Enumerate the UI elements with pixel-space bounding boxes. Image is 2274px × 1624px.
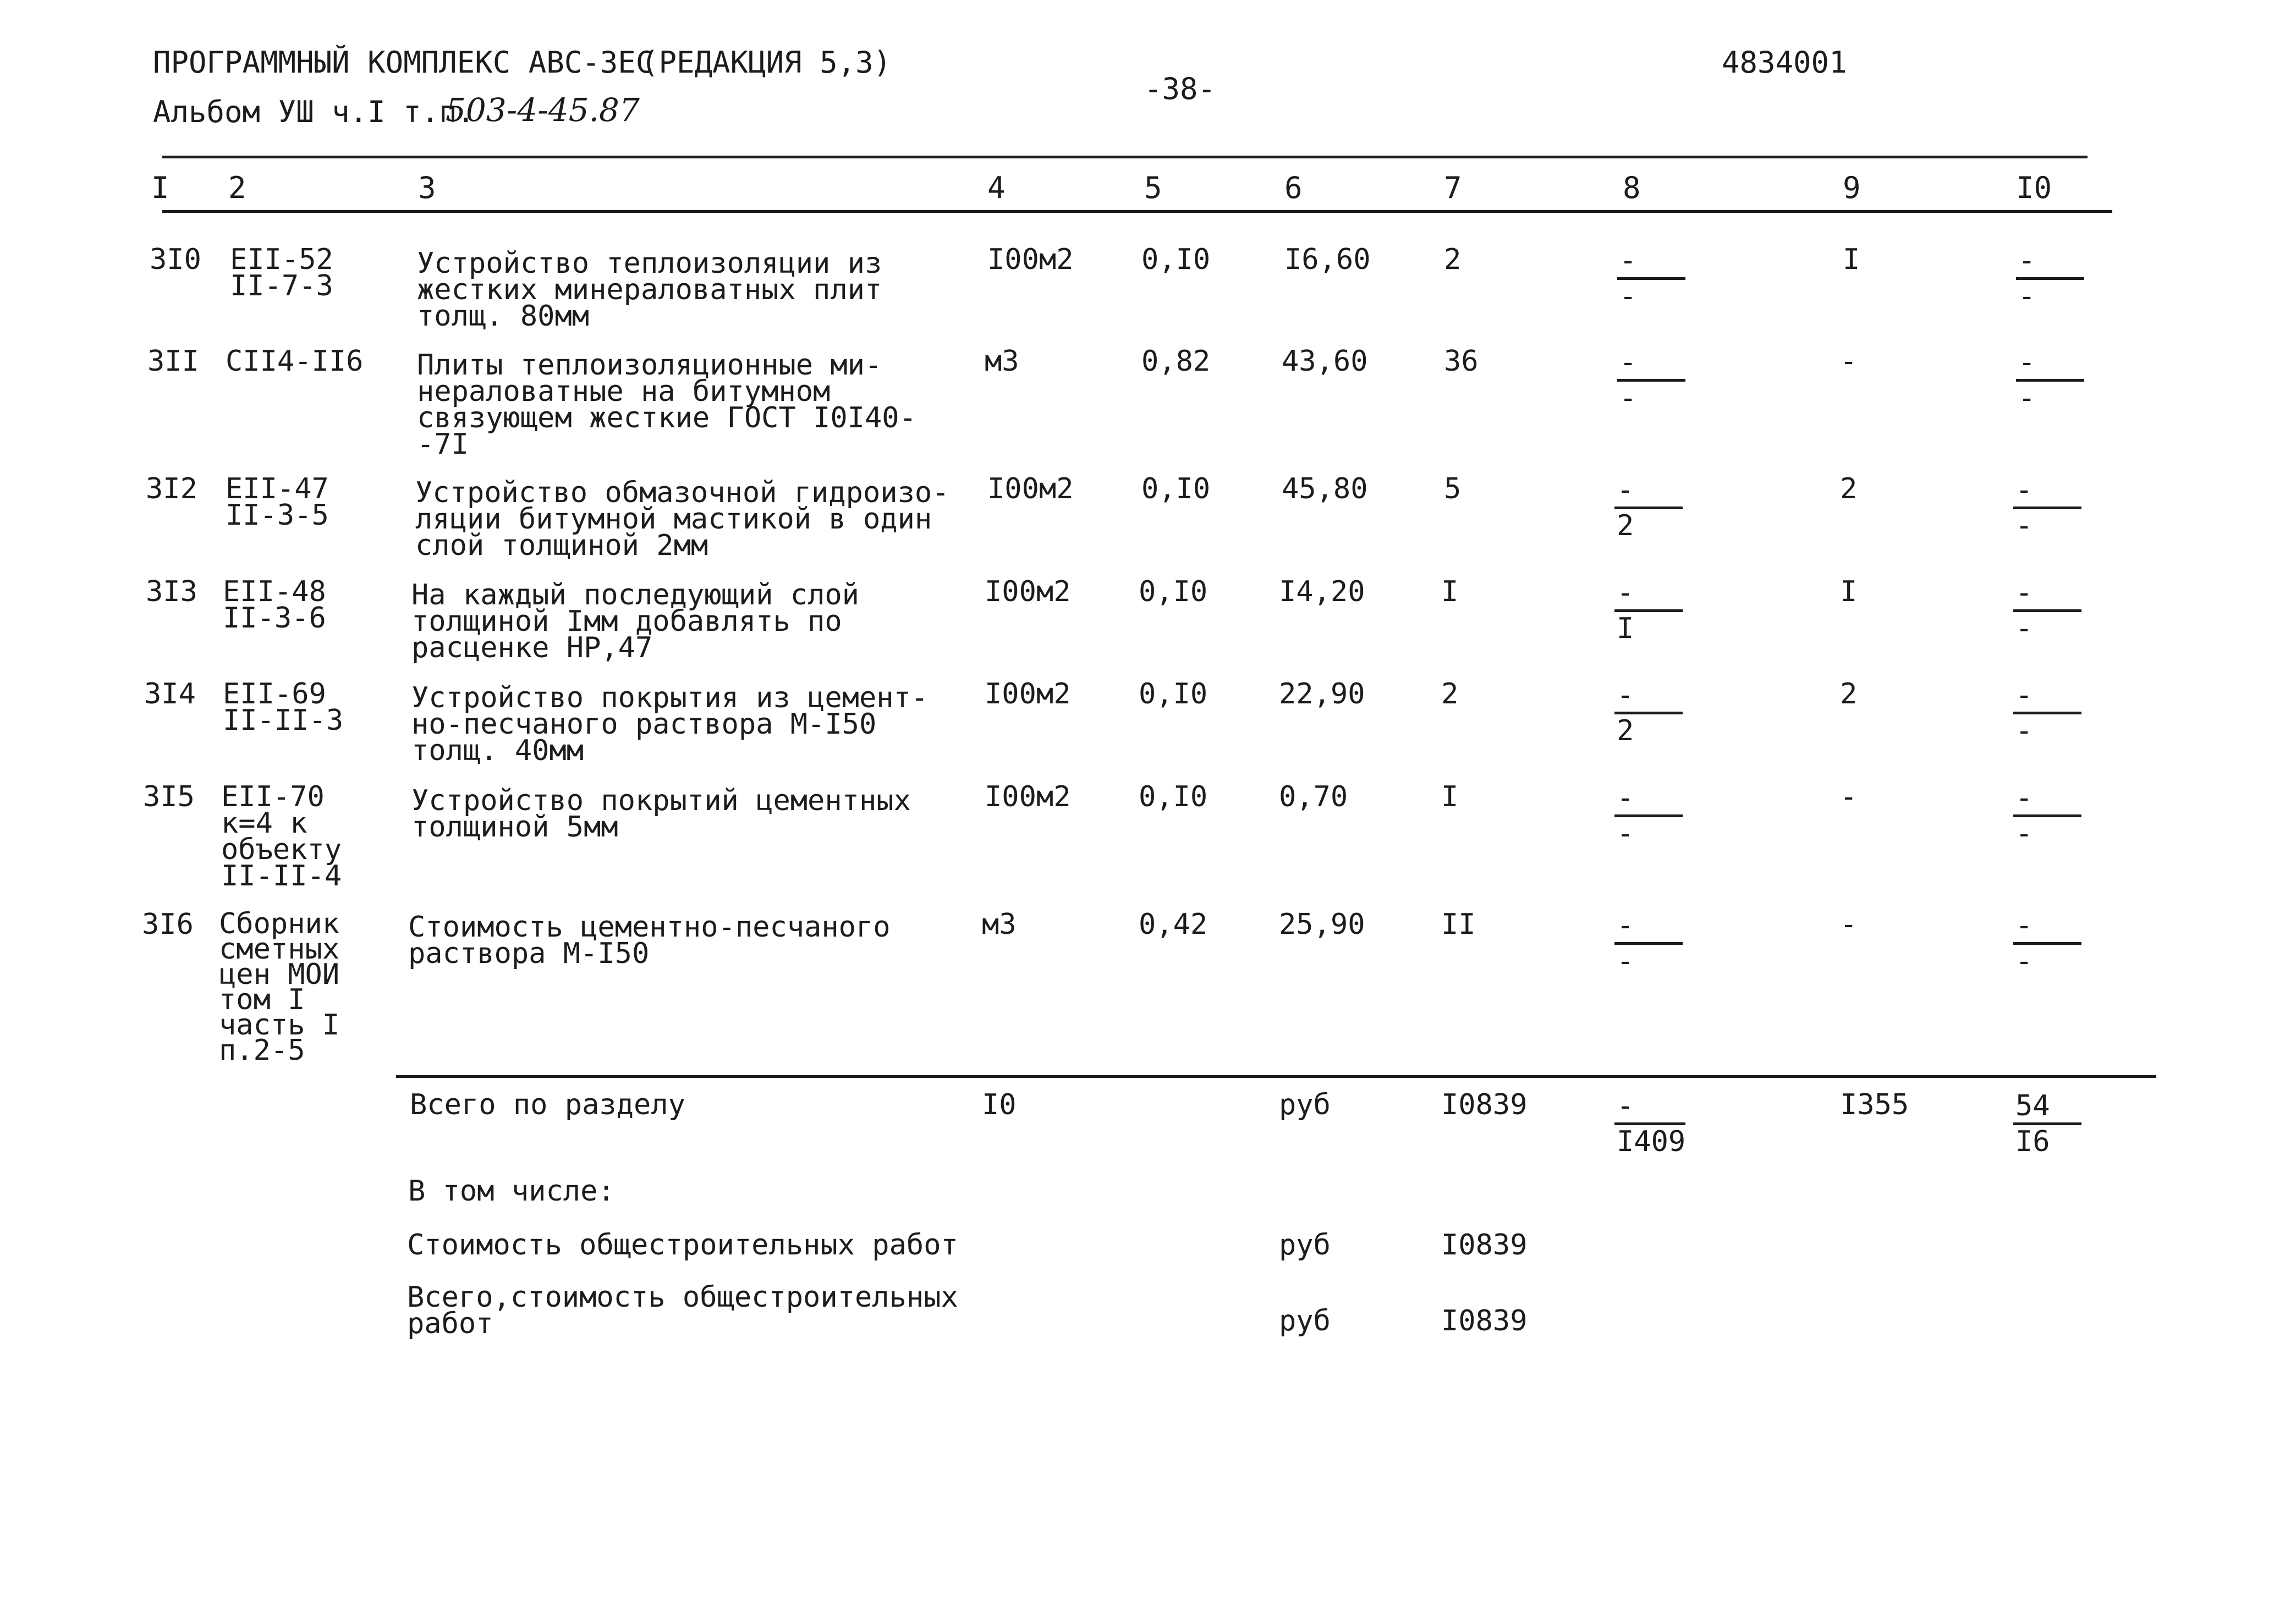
row-code: ЕII-52 II-7-3: [230, 243, 333, 302]
row-col9: 2: [1840, 472, 1858, 505]
row-col8-fraction: - -: [1614, 911, 1683, 976]
total-col9: I355: [1840, 1088, 1909, 1121]
row-unit: I00м2: [985, 678, 1071, 711]
row-total: I: [1441, 780, 1459, 813]
row-description: Стоимость цементно-песчаного раствора М-I50: [408, 911, 891, 970]
summary-rule: [396, 1075, 2156, 1078]
row-unit: м3: [982, 908, 1017, 941]
col-header-6: 6: [1284, 170, 1303, 205]
row-col10-fraction: - -: [2013, 579, 2081, 643]
row-code: ЕII-47 II-3-5: [226, 472, 329, 532]
general-works-value: I0839: [1441, 1229, 1528, 1262]
col-header-2: 2: [228, 170, 246, 205]
row-code: ЕII-69 II-II-3: [223, 678, 344, 737]
general-works-label: Стоимость общестроительных работ: [407, 1229, 958, 1262]
row-quantity: 0,I0: [1139, 575, 1208, 608]
row-col9: -: [1840, 908, 1858, 941]
total-value: I0839: [1441, 1088, 1528, 1121]
row-number: 3II: [147, 345, 199, 378]
row-total: 5: [1444, 472, 1462, 505]
row-quantity: 0,I0: [1141, 472, 1211, 505]
row-unit: м3: [985, 345, 1019, 378]
row-col10-fraction: - -: [2013, 911, 2081, 976]
row-description: Устройство покрытий цементных толщиной 5мм: [411, 784, 911, 844]
row-price: 25,90: [1279, 908, 1365, 941]
col-header-8: 8: [1623, 170, 1641, 205]
row-col9: I: [1840, 575, 1858, 608]
page-number: -38-: [1144, 71, 1216, 106]
col-header-1: I: [151, 170, 169, 205]
col-header-7: 7: [1444, 170, 1462, 205]
row-col10-fraction: - -: [2016, 348, 2084, 412]
header-top-rule: [162, 156, 2088, 158]
row-price: 0,70: [1279, 780, 1348, 813]
row-number: 3I3: [146, 575, 197, 608]
row-total: I: [1441, 575, 1459, 608]
row-col9: -: [1840, 345, 1858, 378]
row-col8-fraction: - -: [1617, 348, 1685, 412]
row-col8-fraction: - I: [1614, 579, 1683, 643]
row-col8-fraction: - -: [1614, 784, 1683, 848]
header-bottom-rule: [162, 210, 2112, 213]
including-label: В том числе:: [408, 1175, 615, 1208]
row-col9: I: [1843, 243, 1860, 276]
total-col8-fraction: - I409: [1614, 1092, 1685, 1156]
row-col8-fraction: - 2: [1614, 476, 1683, 540]
row-description: Устройство теплоизоляции из жестких минераловатных плит толщ. 80мм: [417, 247, 882, 333]
row-description: Устройство покрытия из цемент- но-песчаного раствора М-I50 толщ. 40мм: [411, 681, 929, 767]
row-total: 36: [1444, 345, 1479, 378]
row-price: 22,90: [1279, 678, 1365, 711]
col-header-3: 3: [418, 170, 436, 205]
row-unit: I00м2: [987, 243, 1074, 276]
row-number: 3I0: [150, 243, 201, 276]
document-code: 4834001: [1722, 45, 1847, 80]
row-col8-fraction: - 2: [1614, 681, 1683, 745]
row-description: На каждый последующий слой толщиной Iмм добавлять по расценке НР,47: [411, 579, 859, 664]
row-price: 45,80: [1282, 472, 1368, 505]
row-code: Сборник сметных цен МОИ том I часть I п.2-5: [219, 907, 340, 1067]
row-quantity: 0,82: [1141, 345, 1211, 378]
row-number: 3I4: [144, 678, 196, 711]
grand-total-label: Всего,стоимость общестроительных работ: [407, 1281, 958, 1340]
row-number: 3I2: [146, 472, 197, 505]
row-price: I4,20: [1279, 575, 1365, 608]
grand-total-value: I0839: [1441, 1304, 1528, 1337]
row-col9: 2: [1840, 678, 1858, 711]
row-quantity: 0,I0: [1139, 780, 1208, 813]
row-number: 3I5: [143, 780, 195, 813]
grand-total-unit: руб: [1279, 1304, 1331, 1337]
row-total: 2: [1441, 678, 1459, 711]
row-price: 43,60: [1282, 345, 1368, 378]
row-unit: I00м2: [985, 575, 1071, 608]
program-title: ПРОГРАММНЫЙ КОМПЛЕКС АВС-ЗЕС: [153, 45, 654, 80]
row-col10-fraction: - -: [2016, 246, 2084, 311]
row-unit: I00м2: [987, 472, 1074, 505]
total-unit: руб: [1279, 1088, 1331, 1121]
row-col10-fraction: - -: [2013, 784, 2081, 848]
col-header-9: 9: [1843, 170, 1861, 205]
total-col4: I0: [982, 1088, 1017, 1121]
row-quantity: 0,I0: [1139, 678, 1208, 711]
row-total: 2: [1444, 243, 1462, 276]
row-quantity: 0,I0: [1141, 243, 1211, 276]
row-total: II: [1441, 908, 1476, 941]
row-number: 3I6: [142, 908, 194, 941]
general-works-unit: руб: [1279, 1229, 1331, 1262]
album-prefix: Альбом УШ ч.I т.п.: [153, 95, 475, 129]
row-description: Плиты теплоизоляционные ми- нераловатные на битумном связующем жесткие ГОСТ I0I40- -7I: [417, 349, 916, 461]
col-header-10: I0: [2016, 170, 2052, 205]
total-label: Всего по разделу: [410, 1088, 685, 1121]
row-code: СII4-II6: [226, 345, 364, 378]
row-col10-fraction: - -: [2013, 681, 2081, 745]
album-number: 503-4-45.87: [446, 91, 640, 129]
row-col8-fraction: - -: [1617, 246, 1685, 311]
row-code: ЕII-70 к=4 к объекту II-II-4: [221, 780, 342, 893]
col-header-5: 5: [1144, 170, 1162, 205]
row-col10-fraction: - -: [2013, 476, 2081, 540]
row-unit: I00м2: [985, 780, 1071, 813]
total-col10-fraction: $\frac{54}{I6}$: [2013, 1092, 2081, 1156]
row-quantity: 0,42: [1139, 908, 1208, 941]
row-price: I6,60: [1284, 243, 1371, 276]
edition-label: (РЕДАКЦИЯ 5,3): [641, 45, 892, 80]
row-description: Устройство обмазочной гидроизо- ляции битумной мастикой в один слой толщиной 2мм: [415, 476, 949, 562]
row-code: ЕII-48 II-3-6: [223, 575, 326, 635]
col-header-4: 4: [987, 170, 1006, 205]
row-col9: -: [1840, 780, 1858, 813]
